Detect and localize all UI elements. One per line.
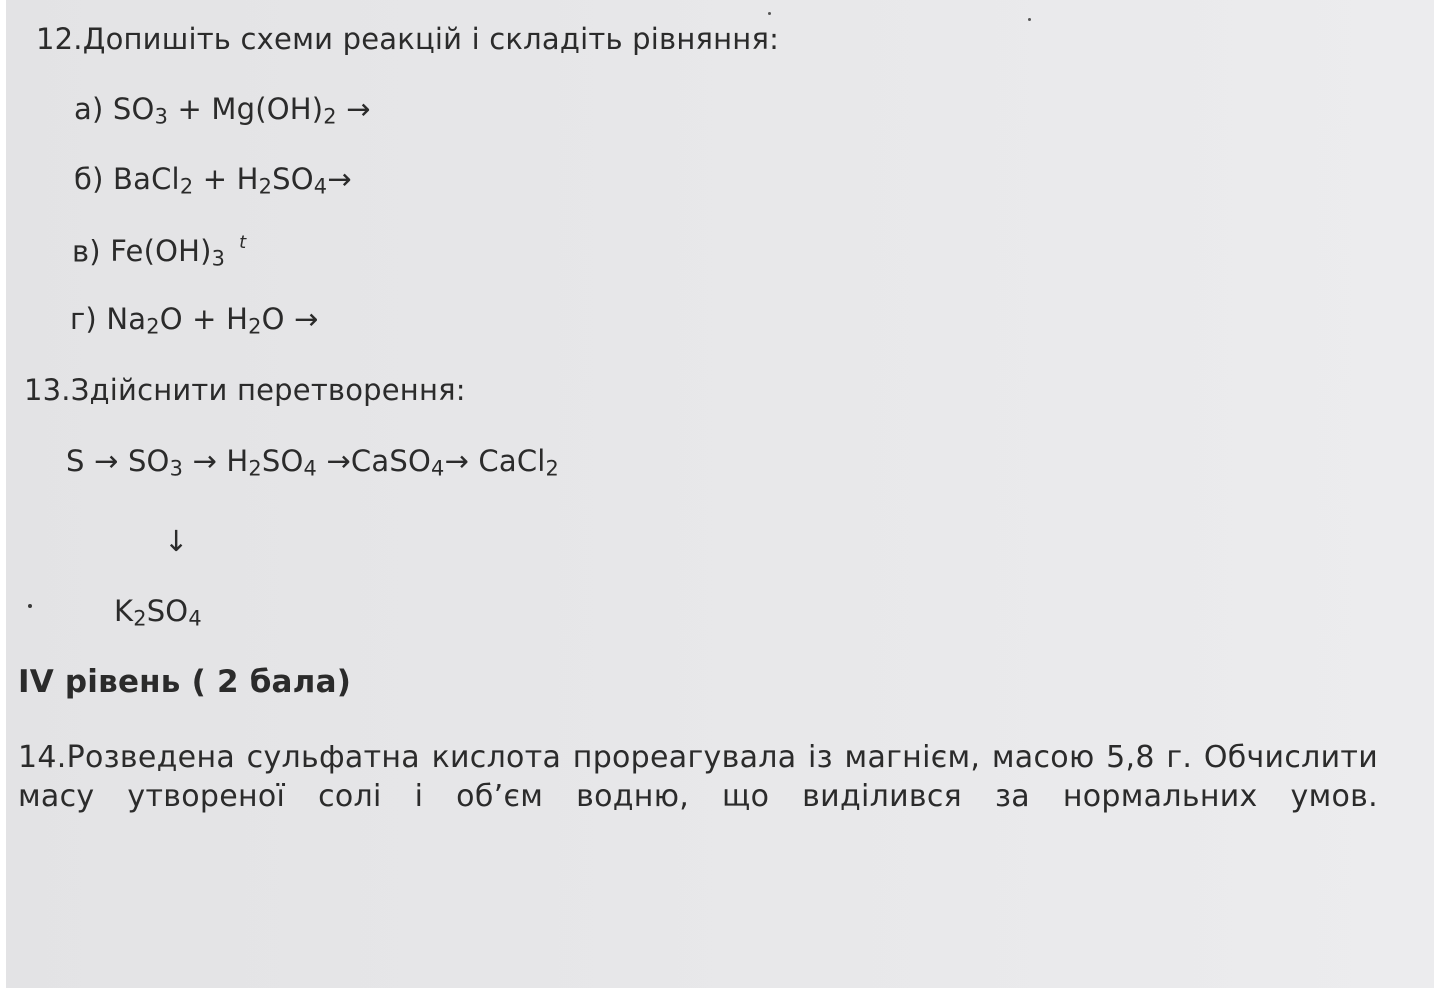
item-label: в): [72, 234, 101, 269]
item-label: г): [70, 302, 97, 336]
task12-item-v: [72, 232, 247, 272]
item-label: б): [74, 162, 104, 196]
task12-item-b: [74, 162, 352, 199]
task14-line1: 14.Розведена сульфатна кислота прореагувала із магнієм, масою 5,8 г. Обчислити: [18, 740, 1378, 775]
task13-branch: $K_2SO_4$: [114, 594, 202, 631]
item-label: а): [74, 92, 104, 126]
task14-line2: масу утвореної солі і об’єм водню, що виділився за нормальних умов.: [18, 779, 1378, 814]
paper-speck: [768, 12, 771, 15]
paper-speck: [1028, 18, 1031, 21]
worksheet-page: [6, 0, 1434, 988]
reaction: BaCl$_2$ + $H_2SO_4\to$: [113, 162, 352, 199]
level4-heading: IV рівень ( 2 бала): [18, 664, 352, 700]
task12-heading: 12.Допишіть схеми реакцій і складіть рівняння:: [36, 22, 780, 56]
reaction: $Na_2O + H_2O$ →: [106, 302, 319, 339]
task12-item-a: [74, 92, 371, 129]
reaction: $Fe(OH)_3^t$: [110, 232, 247, 272]
down-arrow: ↓: [164, 524, 189, 558]
task13-chain: $S \to SO_3 \to H_2SO_4$ →CaSO$_4$→ CaCl$_2$: [66, 444, 560, 481]
reaction: $SO_3 + Mg(OH)_2$ →: [112, 92, 371, 129]
task12-item-g: [70, 302, 319, 339]
task13-heading: 13.Здійснити перетворення:: [24, 373, 466, 407]
bullet-dot: [28, 604, 32, 608]
temperature-mark: t: [239, 232, 247, 253]
